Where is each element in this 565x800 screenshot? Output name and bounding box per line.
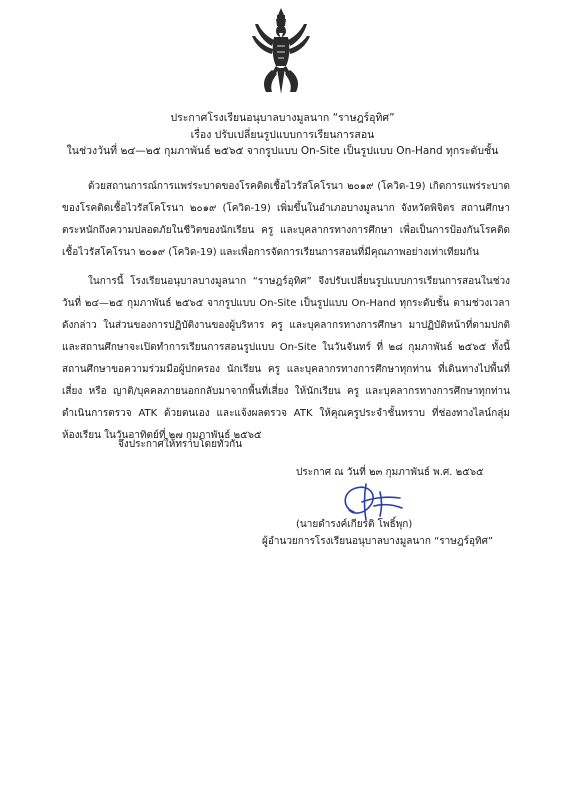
announcement-title: ประกาศโรงเรียนอนุบาลบางมูลนาก “ราษฎร์อุทิศ” <box>170 112 395 124</box>
paragraph-2-text: ในการนี้ โรงเรียนอนุบาลบางมูลนาก “ราษฎร์อุทิศ” จึงปรับเปลี่ยนรูปแบบการเรียนการสอนในช่วงวันที่ ๒๔—๒๕ กุมภาพันธ์ ๒๕๖๕ จากรูปแบบ On-Site เป็นรูปแบบ On-Hand ทุกระดับชั้น ตามช่วงเวลาดังกล่าว ในส่วนของการปฏิบัติงานของผู้บริหาร ครู และบุคลากรทางการศึกษา มาปฏิบัติหน้าที่ตามปกติ และสถานศึกษาจะเปิดทำการเรียนการสอนรูปแบบ On-Site ในวันจันทร์ ที่ ๒๘ กุมภาพันธ์ ๒๕๖๕ ทั้งนี้สถานศึกษาขอความร่วมมือผู้ปกครอง นักเรียน ครู และบุคลากรทางการศึกษาทุกท่าน ที่เดินทางไปพื้นที่เสี่ยง หรือ ญาติ/บุคคลภายนอกกลับมาจากพื้นที่เสี่ยง ให้นักเรียน ครู และบุคลากรทางการศึกษาทุกท่าน ดำเนินการตรวจ ATK ด้วยตนเอง และแจ้งผลตรวจ ATK ให้คุณครูประจำชั้นทราบ ที่ช่องทางไลน์กลุ่มห้องเรียน ในวันอาทิตย์ที่ ๒๗ กุมภาพันธ์ ๒๕๖๕ <box>62 276 510 441</box>
announcement-date: ประกาศ ณ วันที่ ๒๓ กุมภาพันธ์ พ.ศ. ๒๕๖๕ <box>296 467 484 478</box>
body-paragraph-1 <box>62 176 510 264</box>
body-paragraph-2 <box>62 271 510 447</box>
signer-title: ผู้อำนวยการโรงเรียนอนุบาลบางมูลนาก “ราษฎร์อุทิศ” <box>262 536 494 547</box>
paragraph-1-text: ด้วยสถานการณ์การแพร่ระบาดของโรคติดเชื้อไวรัสโคโรนา ๒๐๑๙ (โควิด-19) เกิดการแพร่ระบาดของโรคติดเชื้อไวรัสโคโรนา ๒๐๑๙ (โควิด-19) เพิ่มขึ้นในอำเภอบางมูลนาก จังหวัดพิจิตร สถานศึกษาตระหนักถึงความปลอดภัยในชีวิตของนักเรียน ครู และบุคลากรทางการศึกษา เพื่อเป็นการป้องกันโรคติดเชื้อไวรัสโคโรนา ๒๐๑๙ (โควิด-19) และเพื่อการจัดการเรียนการสอนที่มีคุณภาพอย่างเท่าเทียมกัน <box>62 181 510 258</box>
closing-statement: จึงประกาศให้ทราบโดยทั่วกัน <box>118 439 243 450</box>
announcement-subject: เรื่อง ปรับเปลี่ยนรูปแบบการเรียนการสอน <box>190 129 375 141</box>
announcement-subject-detail: ในช่วงวันที่ ๒๔—๒๕ กุมภาพันธ์ ๒๕๖๕ จากรูปแบบ On-Site เป็นรูปแบบ On-Hand ทุกระดับชั้น <box>66 145 499 157</box>
garuda-emblem-icon <box>250 6 312 96</box>
signer-name: (นายดำรงค์เกียรติ โพธิ์พุก) <box>296 519 413 530</box>
